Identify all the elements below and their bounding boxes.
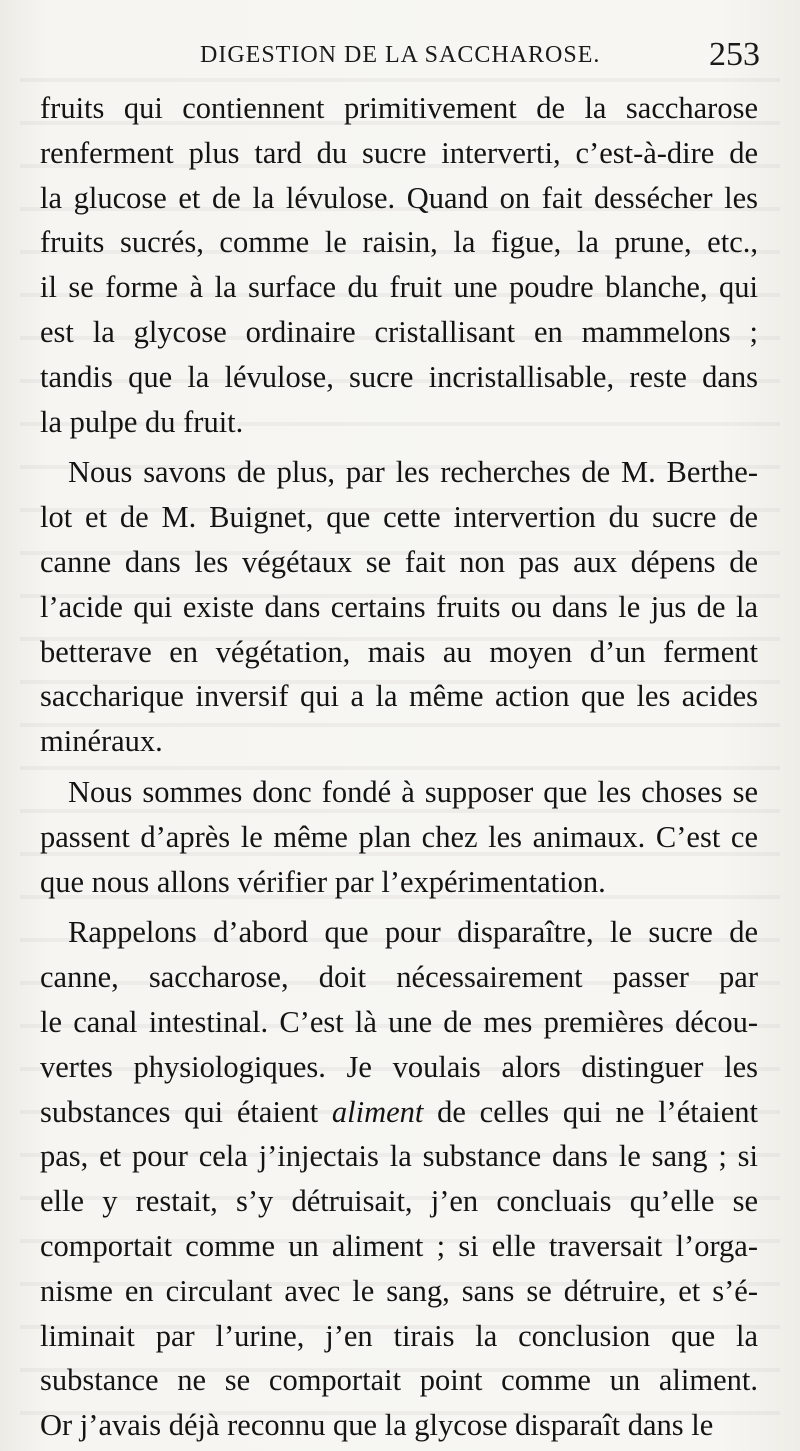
running-title: DIGESTION DE LA SACCHAROSE. bbox=[200, 42, 601, 68]
text-line: Rappelons d’abord que pour disparaître, le sucre de bbox=[68, 915, 758, 950]
paragraph-4 bbox=[40, 910, 758, 1448]
text-line: lot et de M. Buignet, que cette intervertion du sucre de bbox=[40, 500, 758, 535]
text-line: il se forme à la surface du fruit une poudre blanche, qui bbox=[40, 270, 758, 305]
text-line: substance ne se comportait point comme un aliment. bbox=[40, 1363, 758, 1398]
text-line: est la glycose ordinaire cristallisant en mammelons ; bbox=[40, 314, 758, 349]
text-line: minéraux. bbox=[40, 724, 163, 759]
body-text bbox=[40, 86, 758, 1448]
text-line: pas, et pour cela j’injectais la substance dans le sang ; si bbox=[40, 1139, 758, 1174]
text-line: fruits qui contiennent primitivement de la saccharose bbox=[40, 91, 758, 125]
text-line: fruits sucrés, comme le raisin, la figue, la prune, etc., bbox=[40, 225, 758, 260]
page-number: 253 bbox=[709, 36, 760, 73]
text-line: la glucose et de la lévulose. Quand on fait dessécher les bbox=[40, 180, 758, 215]
text-line: liminait par l’urine, j’en tirais la conclusion que la bbox=[40, 1318, 758, 1353]
text-line: betterave en végétation, mais au moyen d’un ferment bbox=[40, 634, 758, 669]
paragraph-3 bbox=[40, 770, 758, 904]
text-line: l’acide qui existe dans certains fruits ou dans le jus de la bbox=[40, 589, 758, 624]
text-line: Or j’avais déjà reconnu que la glycose disparaît dans le bbox=[40, 1408, 714, 1443]
text-line: nisme en circulant avec le sang, sans se détruire, et s’é- bbox=[40, 1273, 758, 1308]
page-header bbox=[200, 36, 760, 76]
text-line: comportait comme un aliment ; si elle traversait l’orga- bbox=[40, 1228, 758, 1263]
paragraph-2 bbox=[40, 450, 758, 764]
paragraph-1 bbox=[40, 86, 758, 444]
text-line: vertes physiologiques. Je voulais alors distinguer les bbox=[40, 1049, 758, 1084]
text-line: Nous savons de plus, par les recherches de M. Berthe- bbox=[68, 455, 758, 490]
text-line: que nous allons vérifier par l’expérimentation. bbox=[40, 864, 606, 899]
text-line: substances qui étaient aliment de celles qui ne l’étaient bbox=[40, 1094, 758, 1129]
text-line: saccharique inversif qui a la même action que les acides bbox=[40, 679, 758, 714]
text-line: le canal intestinal. C’est là une de mes premières décou- bbox=[40, 1004, 758, 1039]
text-line: tandis que la lévulose, sucre incristallisable, reste dans bbox=[40, 359, 758, 394]
text-line: passent d’après le même plan chez les animaux. C’est ce bbox=[40, 819, 758, 854]
text-line: la pulpe du fruit. bbox=[40, 404, 244, 439]
text-line: canne dans les végétaux se fait non pas aux dépens de bbox=[40, 544, 758, 579]
text-line: renferment plus tard du sucre interverti, c’est-à-dire de bbox=[40, 135, 758, 170]
text-line: elle y restait, s’y détruisait, j’en concluais qu’elle se bbox=[40, 1184, 758, 1219]
emphasis: aliment bbox=[331, 1094, 424, 1129]
text-line: canne, saccharose, doit nécessairement passer par bbox=[40, 960, 758, 995]
text-line: Nous sommes donc fondé à supposer que les choses se bbox=[68, 774, 758, 809]
